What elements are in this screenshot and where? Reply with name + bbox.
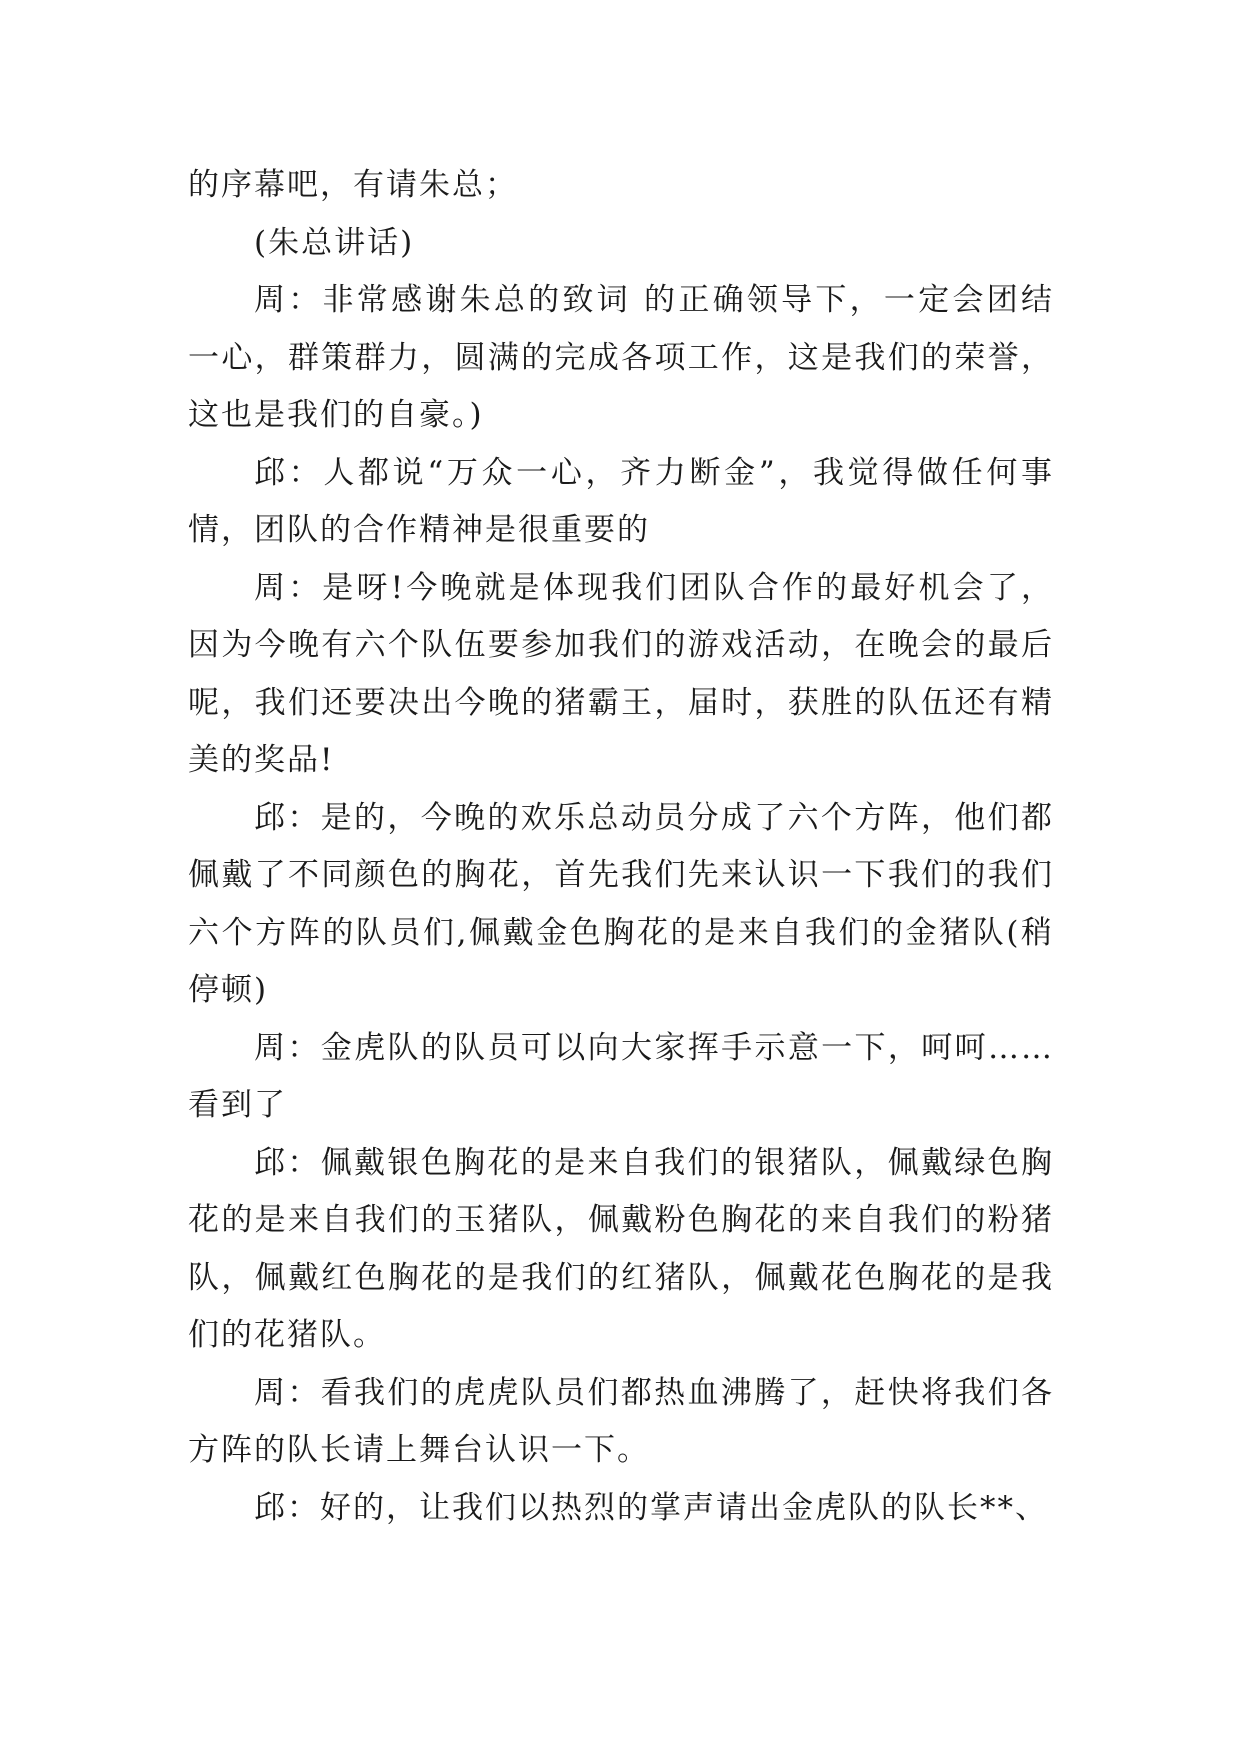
paragraph: 周：是呀!今晚就是体现我们团队合作的最好机会了，因为今晚有六个队伍要参加我们的游戏活动，在晚会的最后呢，我们还要决出今晚的猪霸王，届时，获胜的队伍还有精美的奖品!: [188, 569, 1054, 778]
document-body: [188, 157, 1054, 1537]
paragraph: 的序幕吧，有请朱总；: [188, 167, 518, 203]
paragraph: 周：非常感谢朱总的致词 的正确领导下，一定会团结一心，群策群力，圆满的完成各项工作，这是我们的荣誉，这也是我们的自豪。): [188, 282, 1054, 433]
paragraph: (朱总讲话): [254, 224, 415, 261]
paragraph: 邱：佩戴银色胸花的是来自我们的银猪队，佩戴绿色胸花的是来自我们的玉猪队，佩戴粉色胸花的来自我们的粉猪队，佩戴红色胸花的是我们的红猪队，佩戴花色胸花的是我们的花猪队。: [188, 1144, 1054, 1353]
paragraph: 邱：人都说“万众一心，齐力断金”，我觉得做任何事情，团队的合作精神是很重要的: [188, 454, 1054, 548]
paragraph: 周：金虎队的队员可以向大家挥手示意一下，呵呵……看到了: [188, 1029, 1054, 1123]
paragraph: 周：看我们的虎虎队员们都热血沸腾了，赶快将我们各方阵的队长请上舞台认识一下。: [188, 1374, 1054, 1468]
paragraph: 邱：好的，让我们以热烈的掌声请出金虎队的队长**、: [254, 1489, 1048, 1526]
paragraph: 邱：是的，今晚的欢乐总动员分成了六个方阵，他们都佩戴了不同颜色的胸花，首先我们先来认识一下我们的我们六个方阵的队员们,佩戴金色胸花的是来自我们的金猪队(稍停顿): [188, 799, 1054, 1008]
